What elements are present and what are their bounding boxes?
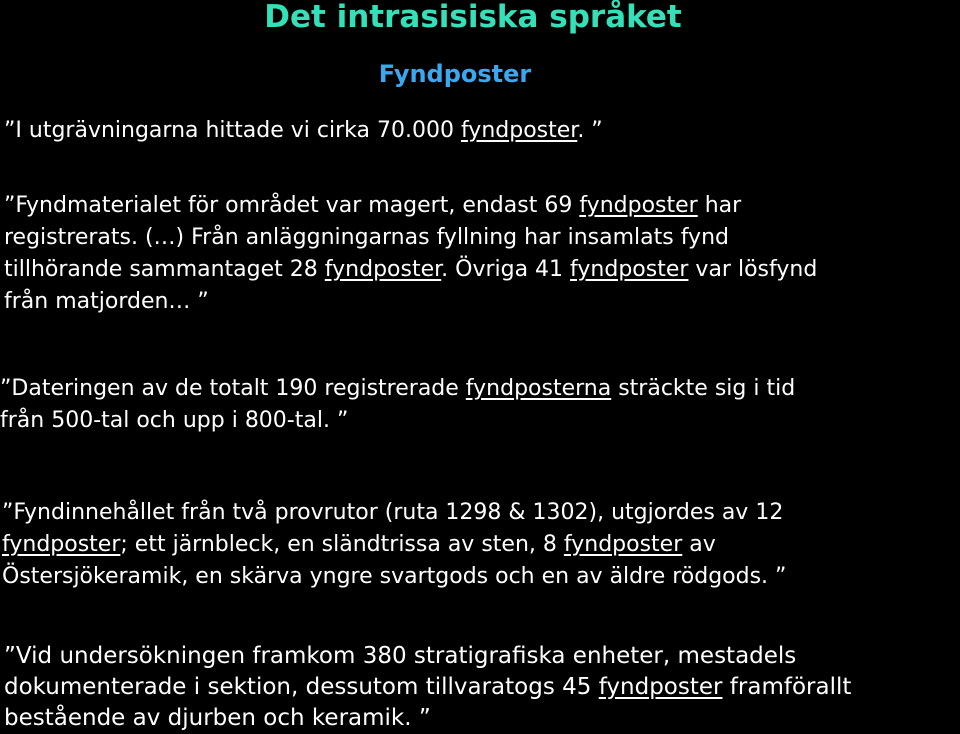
quote-5-line-1	[4, 641, 851, 672]
term-fyndposter: fyndposter	[563, 532, 683, 557]
text: . Övriga 41	[441, 257, 571, 282]
text: Östersjökeramik, en skärva yngre svartgods och en av äldre rödgods. ”	[2, 564, 787, 589]
quote-3-line-1	[0, 373, 795, 405]
text: var lösfynd	[688, 257, 818, 282]
term-fyndposter: fyndposter	[598, 674, 723, 700]
text: från matjorden… ”	[4, 289, 209, 314]
quote-1-line-1	[4, 115, 603, 147]
quote-5-line-2	[4, 672, 851, 703]
text: ”Vid undersökningen framkom 380 stratigrafiska enheter, mestadels	[4, 643, 797, 669]
quote-2	[4, 190, 817, 318]
quote-2-line-1	[4, 190, 817, 222]
quote-2-line-4	[4, 286, 817, 318]
text: bestående av djurben och keramik. ”	[4, 705, 431, 731]
text: ; ett järnbleck, en sländtrissa av sten, 8	[120, 532, 564, 557]
text: har	[697, 193, 742, 218]
text: av	[682, 532, 716, 557]
text: dokumenterade i sektion, dessutom tillvaratogs 45	[4, 674, 599, 700]
text: . ”	[577, 118, 603, 143]
text: framförallt	[722, 674, 852, 700]
text: registrerats. (…) Från anläggningarnas fyllning har insamlats fynd	[4, 225, 729, 250]
quote-4-line-2	[2, 529, 786, 561]
quote-5-line-3	[4, 703, 851, 734]
term-fyndposter: fyndposter	[2, 532, 121, 557]
quote-4	[2, 497, 786, 593]
term-fyndposter: fyndposter	[324, 257, 442, 282]
term-fyndposterna: fyndposterna	[465, 376, 612, 401]
text: ”Fyndmaterialet för området var magert, endast 69	[4, 193, 580, 218]
text: från 500-tal och upp i 800-tal. ”	[0, 408, 349, 433]
text: ”Dateringen av de totalt 190 registrerade	[0, 376, 466, 401]
term-fyndposter: fyndposter	[460, 118, 578, 143]
slide-title: Det intrasisiska språket	[264, 0, 682, 35]
quote-2-line-2	[4, 222, 817, 254]
text: ”Fyndinnehållet från två provrutor (ruta 1298 & 1302), utgjordes av 12	[2, 500, 784, 525]
term-fyndposter: fyndposter	[570, 257, 689, 282]
quote-4-line-1	[2, 497, 786, 529]
text: ”I utgrävningarna hittade vi cirka 70.000	[4, 118, 461, 143]
quote-3-line-2	[0, 405, 795, 437]
slide-subtitle: Fyndposter	[378, 60, 532, 88]
quote-4-line-3	[2, 561, 786, 593]
term-fyndposter: fyndposter	[579, 193, 698, 218]
quote-3	[0, 373, 795, 437]
quote-5	[4, 641, 851, 734]
text: sträckte sig i tid	[611, 376, 796, 401]
quote-2-line-3	[4, 254, 817, 286]
text: tillhörande sammantaget 28	[4, 257, 325, 282]
quote-1	[4, 115, 603, 147]
